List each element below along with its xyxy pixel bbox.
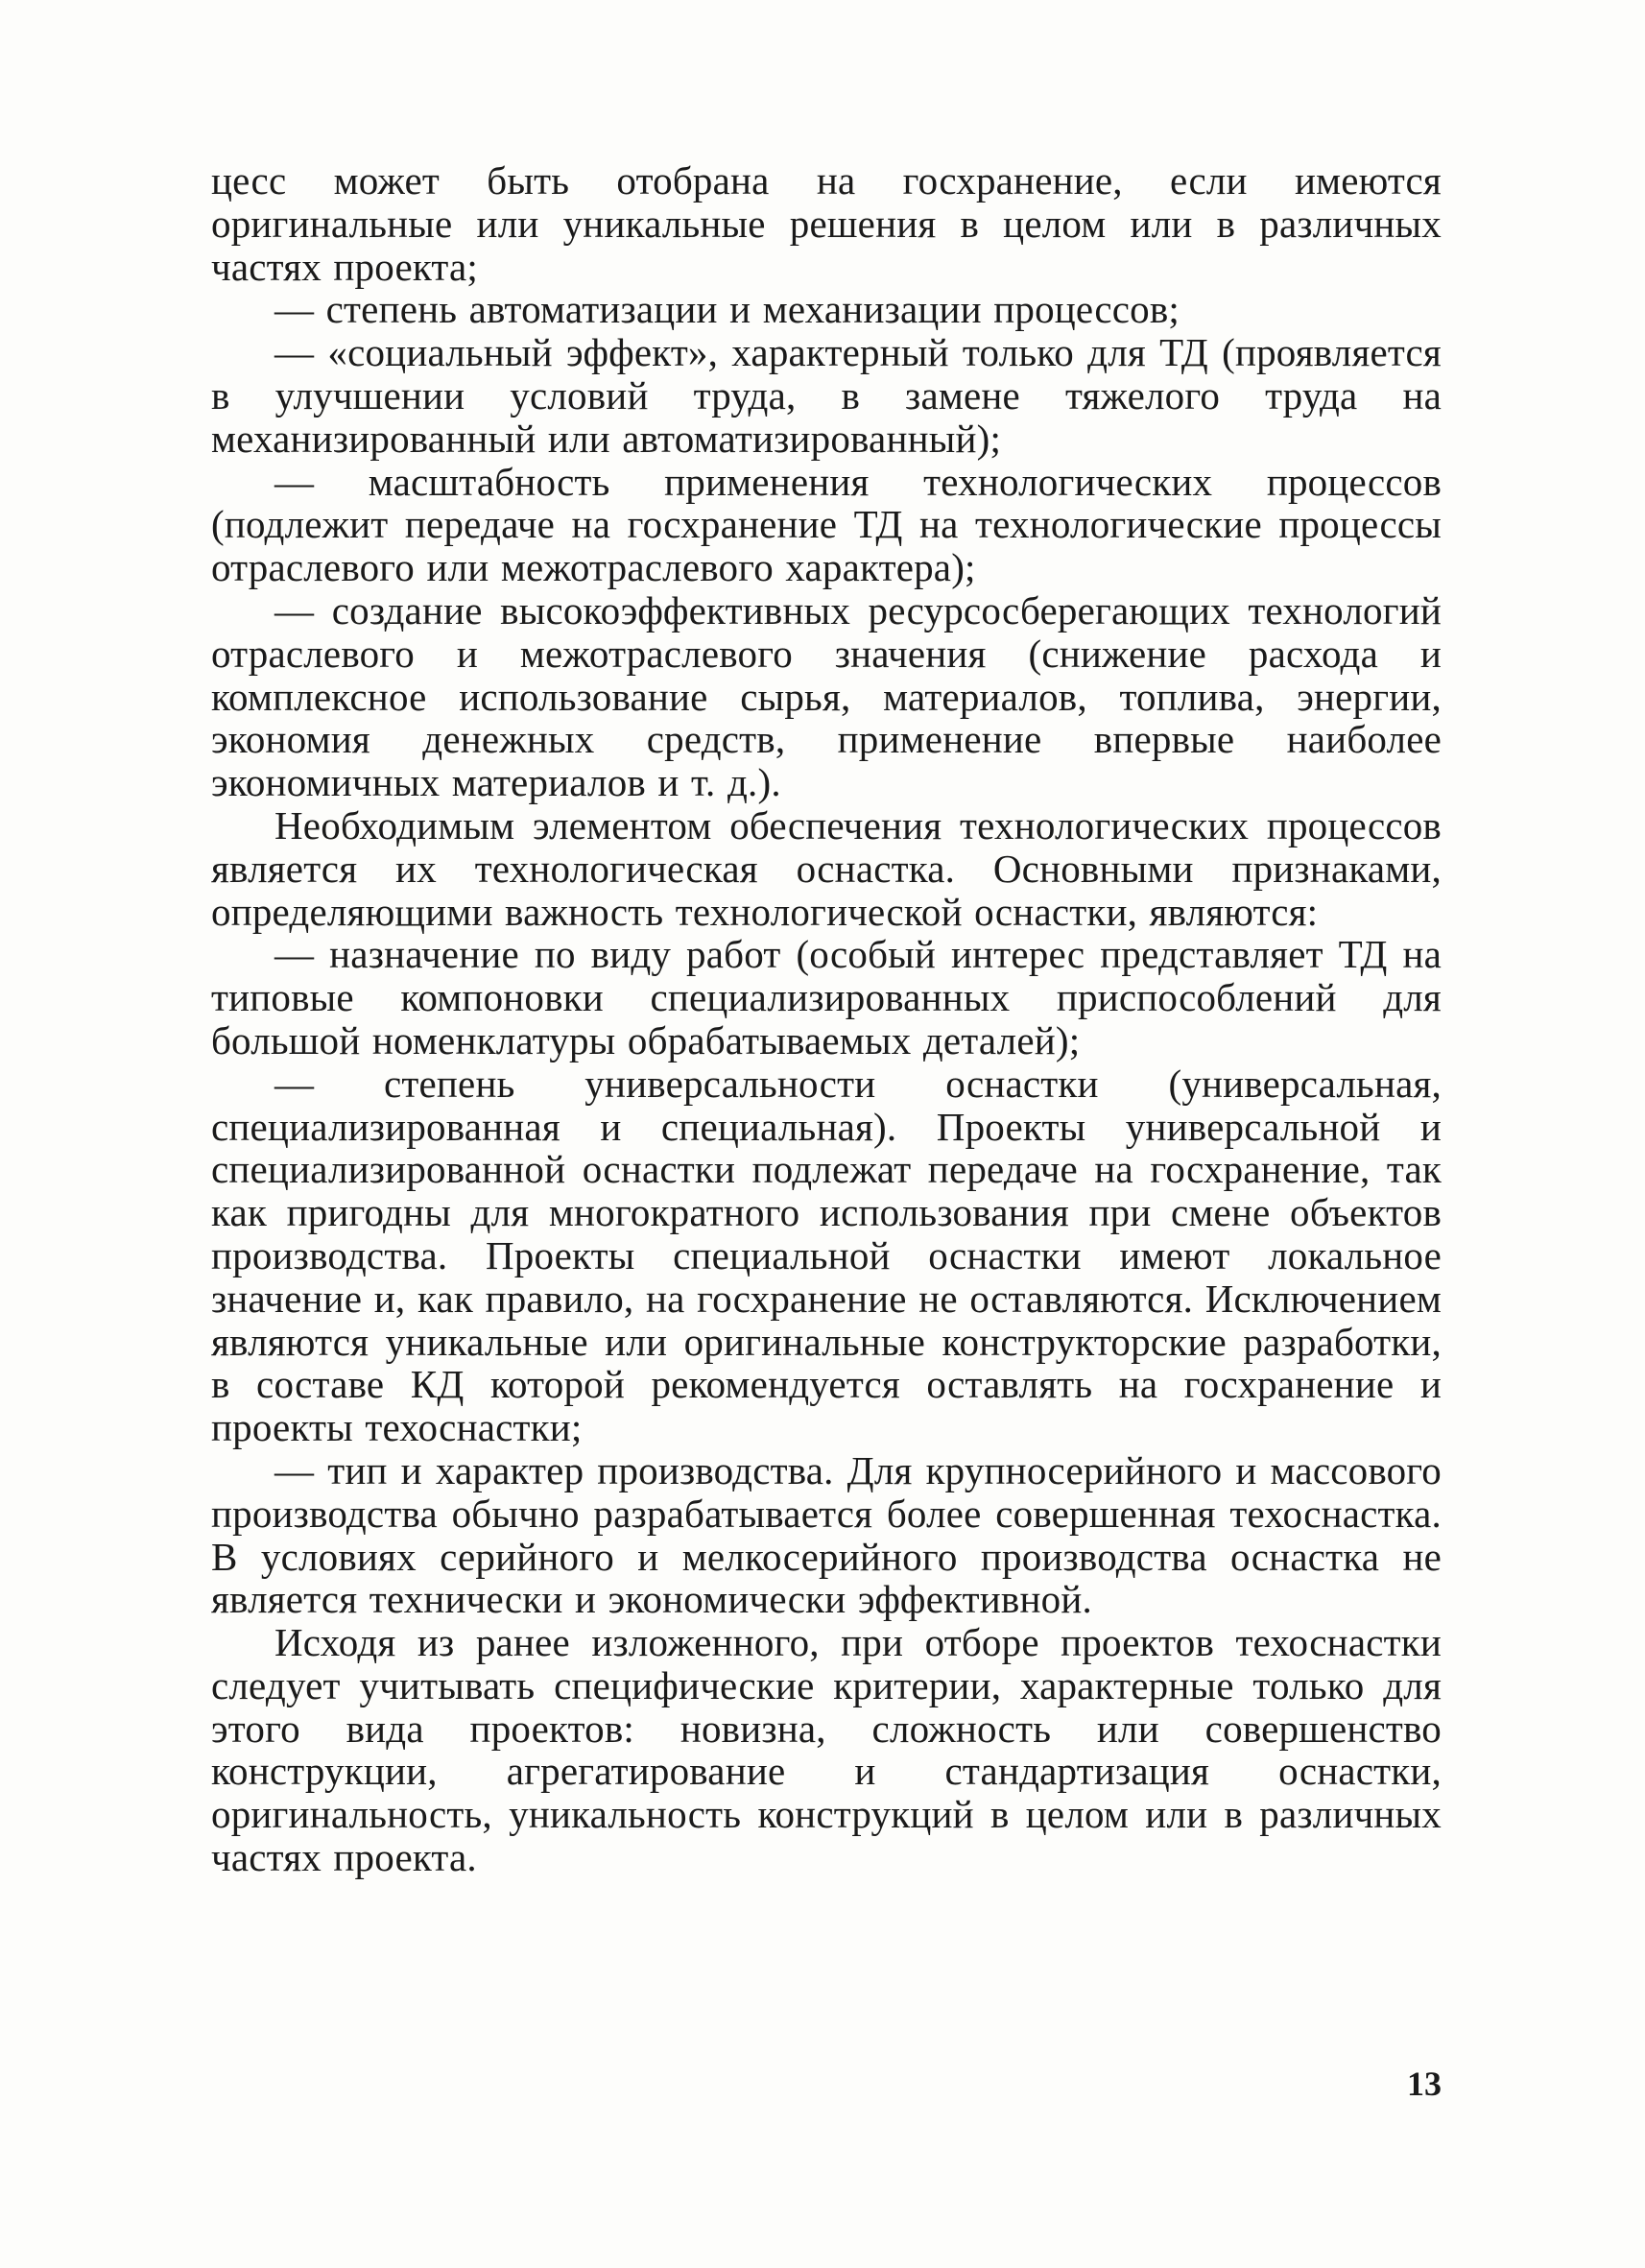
list-item-automation: — степень автоматизации и механизации процессов;	[274, 287, 1180, 332]
page-number: 13	[1407, 2065, 1442, 2103]
list-item-social-effect: — «социальный эффект», характерный только для ТД (проявляется в улучшении условий труда, в замене тяжелого труда на механизированный или автоматизированный);	[211, 330, 1442, 461]
paragraph-conclusion: Исходя из ранее изложенного, при отборе проектов техоснастки следует учитывать специфические критерии, характерные только для этого вида проектов: новизна, сложность или совершенство конструкции, агрегатирование и стандартизация оснастки, оригинальность, уникальность конструкций в целом или в различных частях проекта.	[211, 1620, 1442, 1880]
paragraph-tooling: Необходимым элементом обеспечения технологических процессов является их технологическая оснастка. Основными признаками, определяющими важность технологической оснастки, являются:	[211, 802, 1442, 934]
list-item-production-type: — тип и характер производства. Для крупносерийного и массового производства обычно разрабатывается более совершенная техоснастка. В условиях серийного и мелкосерийного производства оснастка не является технически и экономически эффективной.	[211, 1447, 1442, 1622]
list-item-resource-saving: — создание высокоэффективных ресурсосберегающих технологий отраслевого и межотраслевого значения (снижение расхода и комплексное использование сырья, материалов, топлива, энергии, экономия денежных средств, применение впервые наиболее экономичных материалов и т. д.).	[211, 587, 1442, 805]
list-item-purpose: — назначение по виду работ (особый интерес представляет ТД на типовые компоновки специализированных приспособлений для большой номенклатуры обрабатываемых деталей);	[211, 932, 1442, 1062]
list-item-scale: — масштабность применения технологических процессов (подлежит передаче на госхранение ТД на технологические процессы отраслевого или межотраслевого характера);	[211, 459, 1442, 590]
body-text	[211, 159, 1442, 1879]
paragraph-continuation: цесс может быть отобрана на госхранение, если имеются оригинальные или уникальные решения в целом или в различных частях проекта;	[211, 158, 1442, 289]
list-item-universality: — степень универсальности оснастки (универсальная, специализированная и специальная). Проекты универсальной и специализированной оснастки подлежат передаче на госхранение, так как пригодны для многократного использования при смене объектов производства. Проекты специальной оснастки имеют локальное значение и, как правило, на госхранение не оставляются. Исключением являются уникальные или оригинальные конструкторские разработки, в составе КД которой рекомендуется оставлять на госхранение и проекты техоснастки;	[211, 1061, 1442, 1450]
